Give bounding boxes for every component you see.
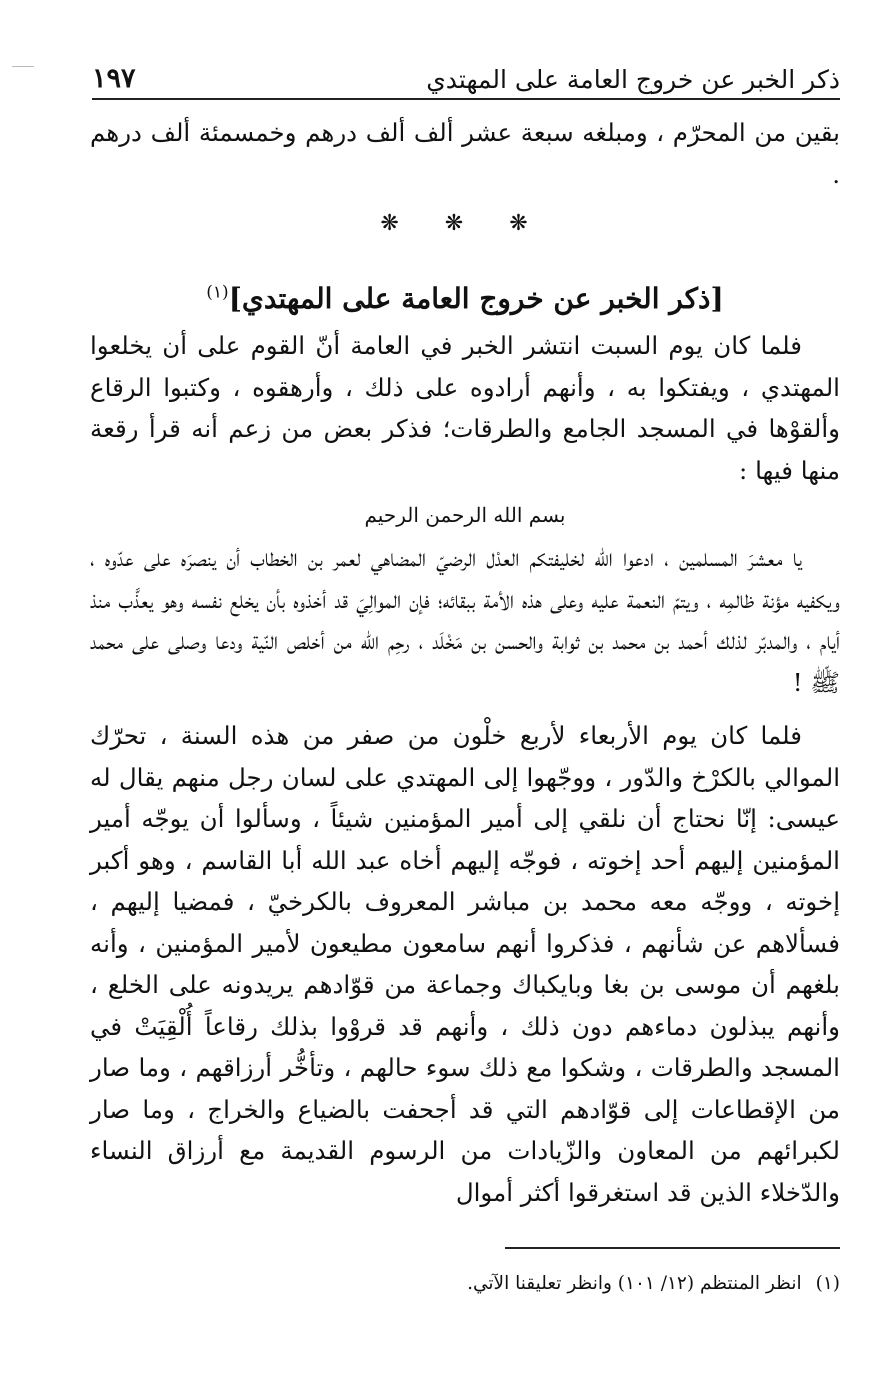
opening-line: بقين من المحرّم ، ومبلغه سبعة عشر ألف ألف درهم وخمسمئة ألف درهم . bbox=[90, 118, 840, 189]
separator-star-icon: ❋ bbox=[444, 211, 486, 236]
section-heading bbox=[90, 279, 840, 319]
basmala: بسم الله الرحمن الرحيم bbox=[364, 503, 566, 527]
footnote-reference: (١) bbox=[206, 282, 229, 303]
separator-star-icon: ❋ bbox=[509, 211, 550, 236]
section-separator bbox=[90, 201, 840, 247]
paragraph-3: فلما كان يوم الأربعاء لأربع خلْون من صفر من هذه السنة ، تحرّك الموالي بالكرْخ والدّور ، ووجّهوا إلى المهتدي على لسان رجل منهم يقال له عيسى: إنّا نحتاج أن نلقي إلى أمير المؤمنين شيئاً ، وسألوا أن يوجّه أمير المؤمنين إليهم أحد إخوته ، فوجّه إليهم أخاه عبد الله أبا القاسم ، وهو أكبر إخوته ، ووجّه معه محمد بن مباشر المعروف بالكرخيّ ، فمضيا إليهم ، فسألاهم عن شأنهم ، فذكروا أنهم سامعون مطيعون لأمير المؤمنين ، وأنه بلغهم أن موسى بن بغا وبايكباك وجماعة من قوّادهم يريدونه على الخلع ، وأنهم يبذلون دماءهم دون ذلك ، وأنهم قد قروْوا بذلك رقاعاً أُلْقِيَتْ في المسجد والطرقات ، وشكوا مع ذلك سوء حالهم ، وتأخُّر أرزاقهم ، وما صار من الإقطاعات إلى قوّادهم التي قد أجحفت بالضياع والخراج ، وما صار لكبرائهم من المعاون والزّيادات من الرسوم القديمة مع أرزاق النساء والدّخلاء الذين قد استغرقوا أكثر أموال bbox=[90, 721, 840, 1207]
paragraph-1: فلما كان يوم السبت انتشر الخبر في العامة أنّ القوم على أن يخلعوا المهتدي ، ويفتكوا به ، وأنهم أرادوه على ذلك ، وأرهقوه ، وكتبوا الرقاع وألقوْها في المسجد الجامع والطرقات؛ فذكر بعض من زعم أنه قرأ رقعة منها فيها : bbox=[90, 331, 840, 485]
paragraph-2: يا معشرَ المسلمين ، ادعوا الله لخليفتكم العدْل الرضيّ المضاهي لعمر بن الخطاب أن ينصرَه على عدّوه ، ويكفيه مؤنة ظالمِه ، ويتمّ النعمة عليه وعلى هذه الأمة ببقائه؛ فإن الموالِيَ قد أخذوه بأن يخلع نفسه وهو يعذَّب منذ أيام ، والمدبّر لذلك أحمد بن محمد بن ثوابة والحسن بن مَخْلَد ، رحِم الله من أخلص النّية ودعا وصلى على محمد ﷺ ! bbox=[90, 543, 840, 697]
running-title: ذكر الخبر عن خروج العامة على المهتدي bbox=[426, 65, 840, 94]
footnote-divider bbox=[505, 1247, 840, 1249]
footnote-text: انظر المنتظم (١٢/ ١٠١) وانظر تعليقنا الآتي. bbox=[467, 1273, 802, 1294]
section-heading-text: [ذكر الخبر عن خروج العامة على المهتدي] bbox=[228, 282, 724, 315]
footnote bbox=[90, 1270, 840, 1298]
separator-star-icon: ❋ bbox=[380, 211, 421, 236]
scan-mark bbox=[12, 66, 34, 67]
footnote-number: (١) bbox=[815, 1273, 840, 1294]
main-text bbox=[90, 112, 840, 1213]
running-header bbox=[92, 56, 840, 100]
page-number: ١٩٧ bbox=[92, 63, 136, 94]
